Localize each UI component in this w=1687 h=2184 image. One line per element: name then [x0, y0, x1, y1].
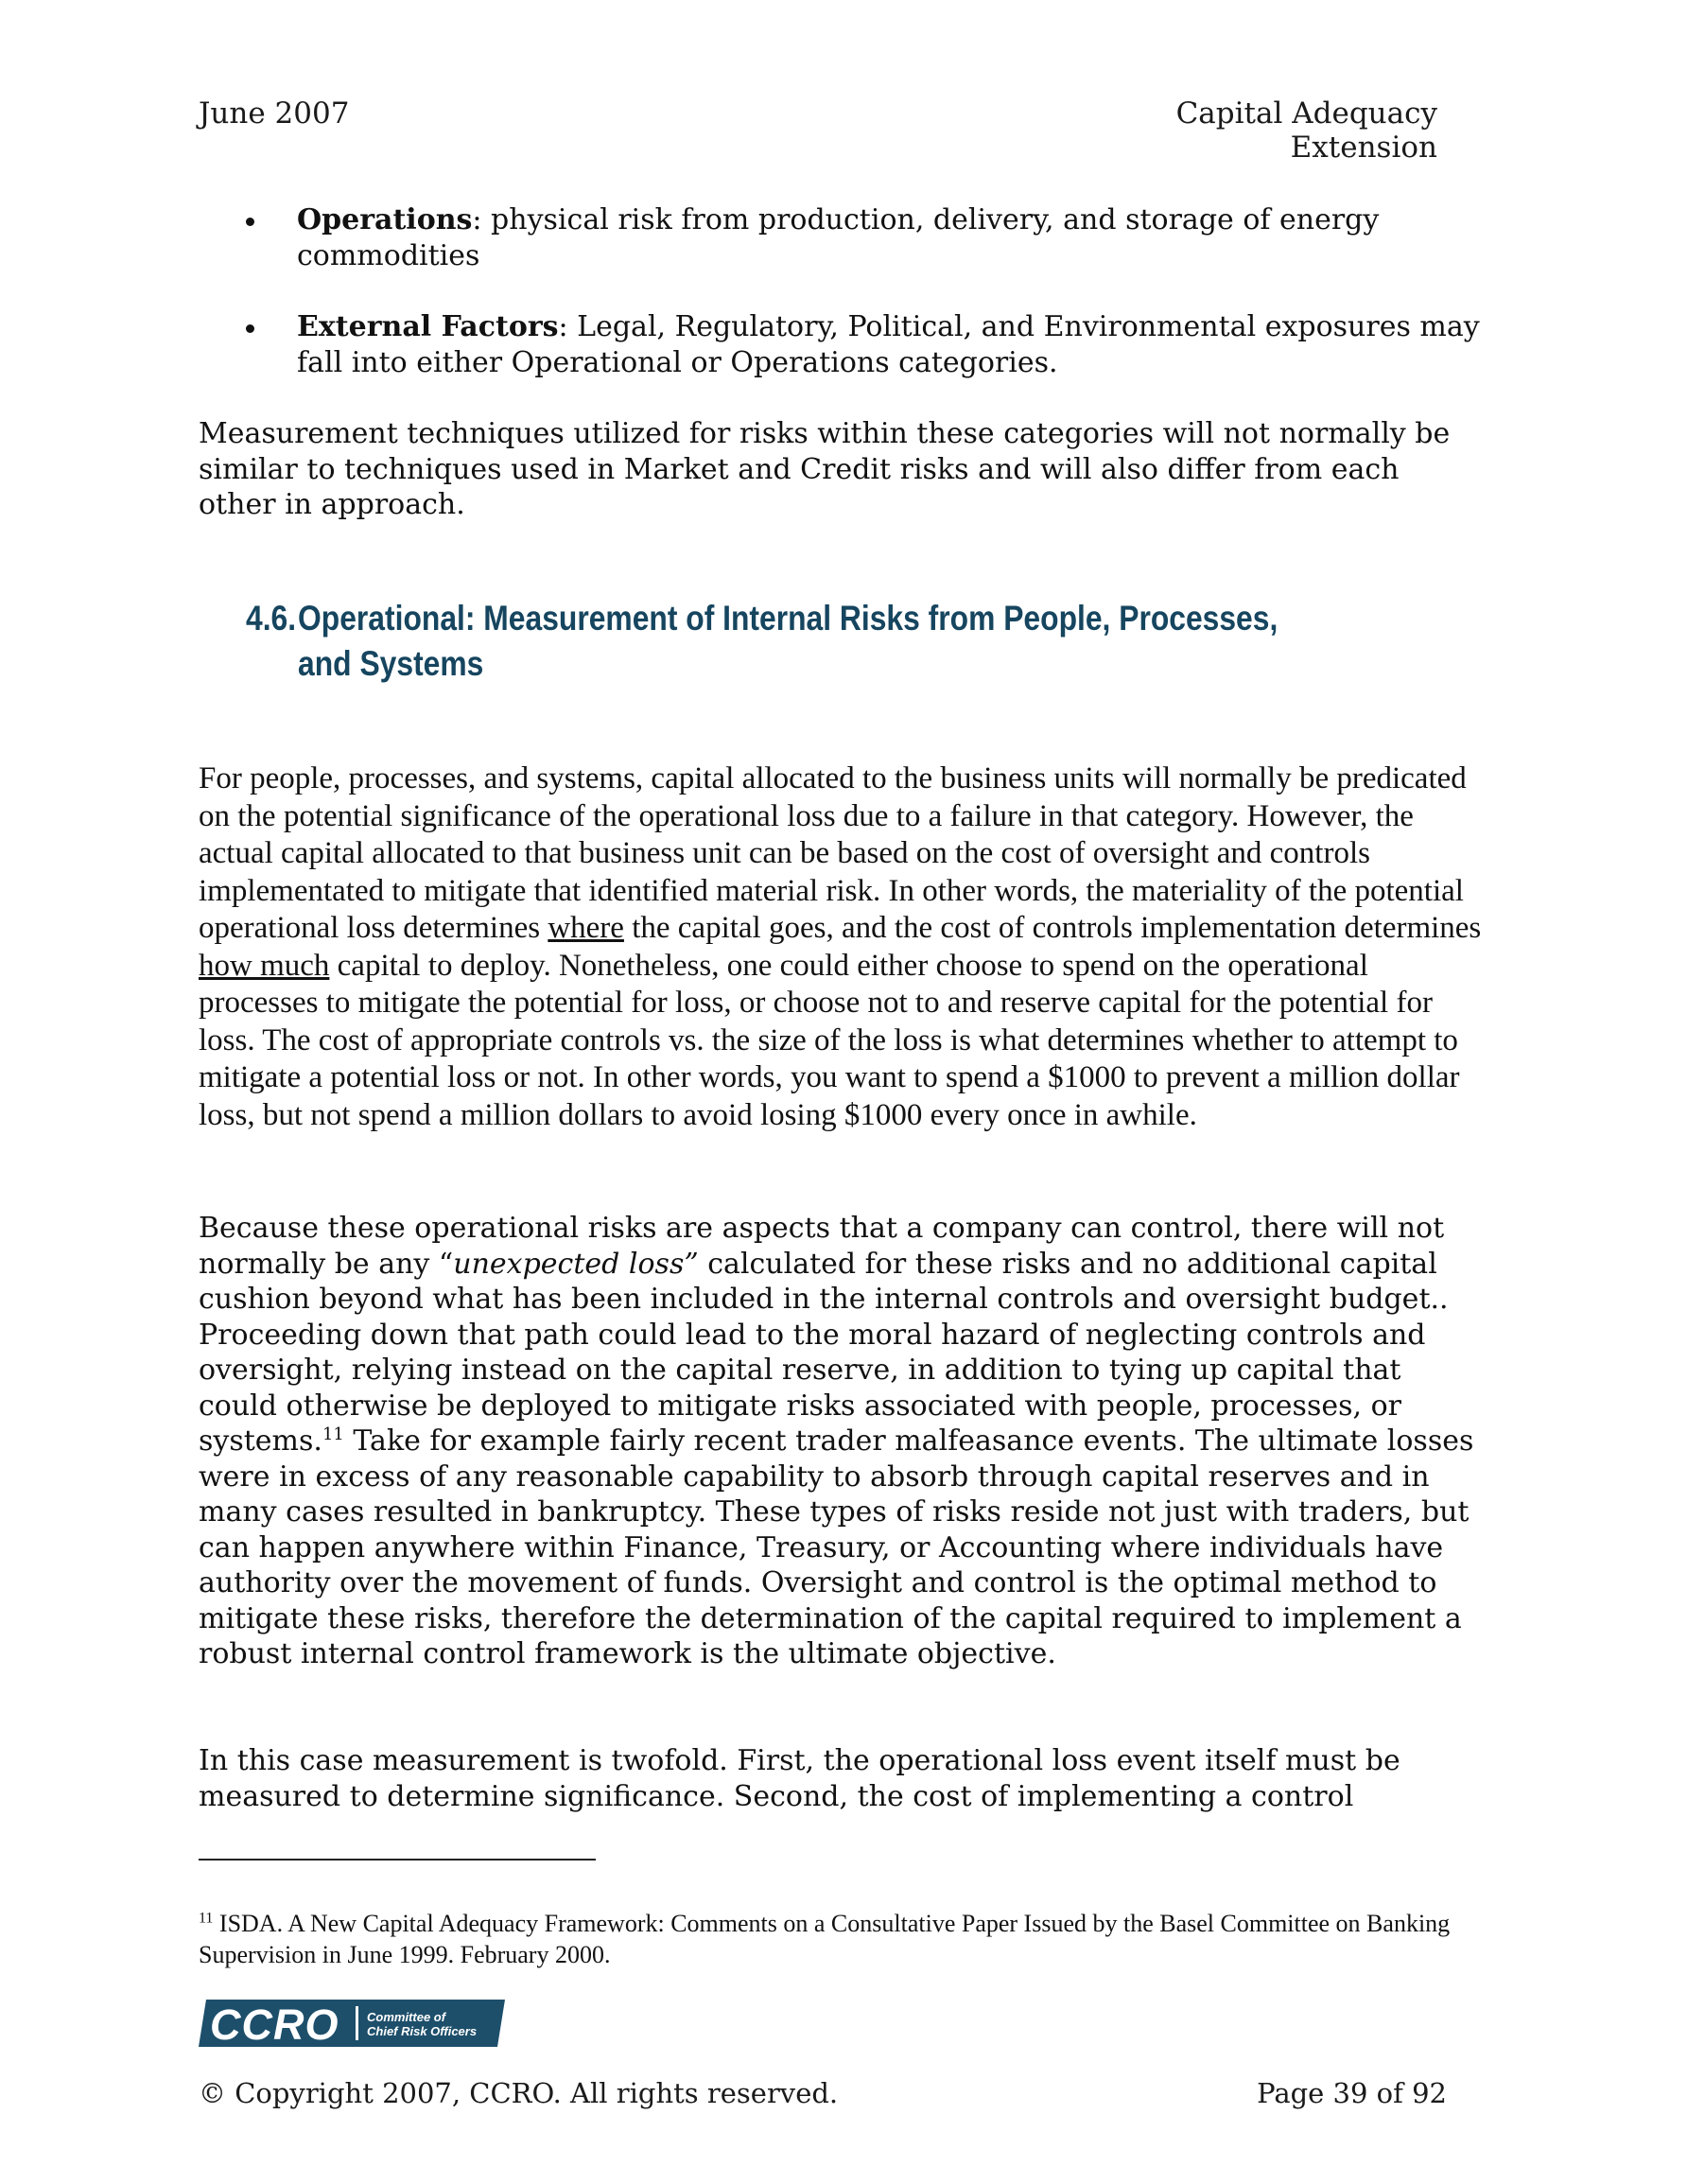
body-paragraph-measurement: In this case measurement is twofold. First, the operational loss event itself must be measured to determine significance. Second, the cost of implementing a control: [199, 1744, 1400, 1813]
bullet-term: External Factors: [297, 310, 559, 343]
footnote-separator: [199, 1859, 596, 1861]
logo-divider: [356, 2006, 358, 2040]
bullet-list: [199, 202, 1485, 416]
header-document-title: Capital Adequacy Extension: [1175, 96, 1437, 165]
paragraph-text: capital to deploy. Nonetheless, one could either choose to spend on the operational processes to mitigate the potential for loss, or choose not to and reserve capital for the potential for loss. The cost of appropriate controls vs. the size of the loss is what determines whether to attempt to mitigate a potential loss or not. In other words, you want to spend a $1000 to prevent a million dollar loss, but not spend a million dollars to avoid losing $1000 every once in awhile.: [199, 948, 1460, 1132]
section-heading: [246, 596, 1303, 687]
footnote-number: 11: [199, 1910, 214, 1927]
bullet-dot: [246, 218, 254, 226]
footer-page-number: Page 39 of 92: [1257, 2077, 1447, 2109]
bullet-term: Operations: [297, 203, 473, 236]
italic-text-unexpected-loss: unexpected loss”: [453, 1247, 699, 1281]
bullet-text: : Legal, Regulatory, Political, and Environmental exposures may fall into either Operational or Operations categories.: [297, 310, 1480, 379]
paragraph-text: calculated for these risks and no additional capital cushion beyond what has been included in the internal controls and oversight budget.. Proceeding down that path could lead to the moral hazard of neglecting controls and oversight, relying instead on the capital reserve, in addition to tying up capital that could otherwise be deployed to mitigate risks associated with people, processes, or systems.: [199, 1247, 1449, 1458]
ccro-logo: [199, 2000, 505, 2047]
bullet-text: : physical risk from production, delivery, and storage of energy commodities: [297, 203, 1380, 272]
logo-line-2: Chief Risk Officers: [367, 2024, 478, 2038]
bullet-item-operations: [199, 202, 1485, 273]
underlined-text-how-much: how much: [199, 948, 330, 983]
underlined-text-where: where: [548, 911, 624, 945]
logo-mark: CCRO: [210, 2001, 339, 2047]
footnote-text: ISDA. A New Capital Adequacy Framework: Comments on a Consultative Paper Issued by the Basel Committee on Banking Supervision in June 1999. February 2000.: [199, 1910, 1451, 1968]
section-title: Operational: Measurement of Internal Risks from People, Processes, and Systems: [298, 599, 1278, 683]
footnote-reference[interactable]: 11: [322, 1424, 344, 1444]
header-date: June 2007: [199, 96, 350, 131]
paragraph-text: Because these operational risks are aspects that a company can control, there will not normally be any “: [199, 1212, 1445, 1281]
bullet-item-external-factors: [199, 309, 1485, 380]
paragraph-text: For people, processes, and systems, capital allocated to the business units will normally be predicated on the potential significance of the operational loss due to a failure in that category. However, the actual capital allocated to that business unit can be based on the cost of oversight and controls implementated to mitigate that identified material risk. In other words, the materiality of the potential operational loss determines: [199, 761, 1467, 945]
paragraph-text: the capital goes, and the cost of controls implementation determines: [623, 911, 1482, 945]
logo-line-1: Committee of: [367, 2010, 446, 2024]
section-number: 4.6.: [246, 599, 297, 638]
bullet-dot: [246, 324, 254, 333]
footnote: [199, 1908, 1485, 1970]
body-paragraph-people-processes: [199, 760, 1485, 1134]
footer-copyright: © Copyright 2007, CCRO. All rights reserved.: [199, 2077, 839, 2109]
intro-paragraph: Measurement techniques utilized for risks within these categories will not normally be similar to techniques used in Market and Credit risks and will also differ from each other in approach.: [199, 417, 1451, 521]
paragraph-text: Take for example fairly recent trader malfeasance events. The ultimate losses were in excess of any reasonable capability to absorb through capital reserves and in many cases resulted in bankruptcy. These types of risks reside not just with traders, but can happen anywhere within Finance, Treasury, or Accounting where individuals have authority over the movement of funds. Oversight and control is the optimal method to mitigate these risks, therefore the determination of the capital required to implement a robust internal control framework is the ultimate objective.: [199, 1424, 1474, 1670]
body-paragraph-operational-risks: [199, 1211, 1485, 1672]
